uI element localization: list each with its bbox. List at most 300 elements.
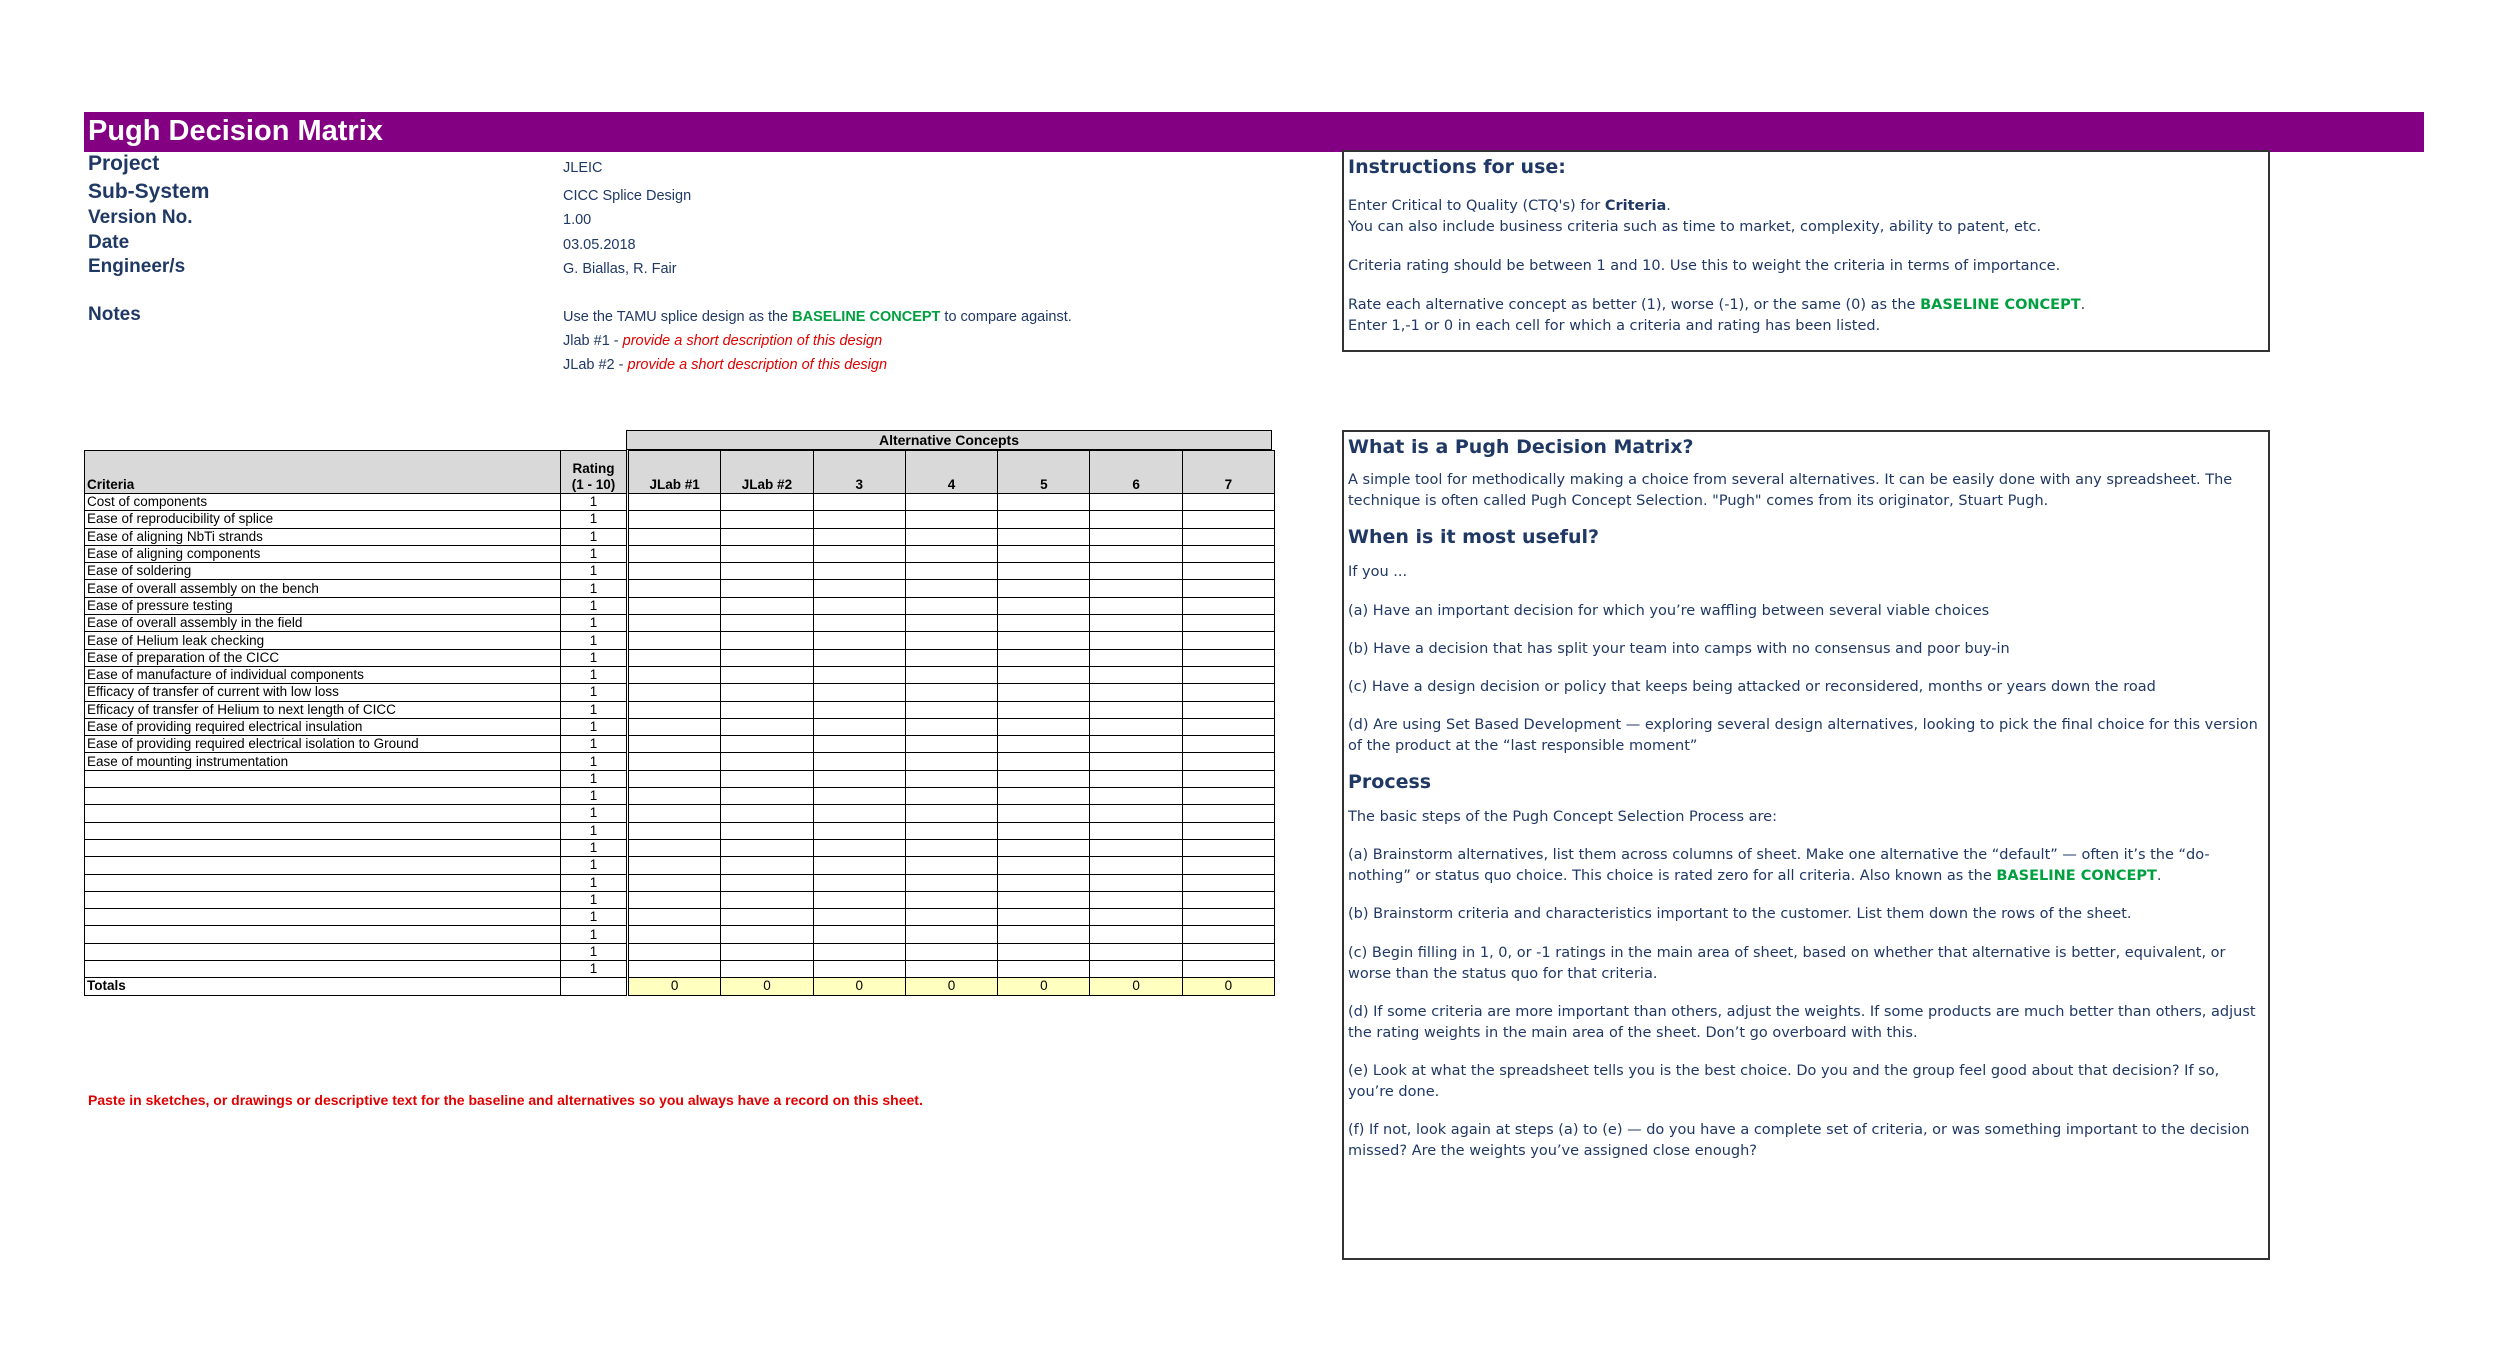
score-cell[interactable] (1182, 961, 1274, 978)
score-cell[interactable] (629, 563, 721, 580)
rating-cell[interactable]: 1 (561, 874, 627, 891)
alt-header-3: 3 (813, 451, 905, 494)
score-cell[interactable] (813, 718, 905, 735)
score-cell[interactable] (721, 580, 813, 597)
score-cell[interactable] (998, 736, 1090, 753)
score-cell[interactable] (905, 632, 997, 649)
process-heading: Process (1348, 771, 1432, 793)
score-cell[interactable] (905, 753, 997, 770)
score-cell[interactable] (1182, 909, 1274, 926)
score-cell[interactable] (813, 666, 905, 683)
score-cell[interactable] (1090, 649, 1182, 666)
score-cell[interactable] (813, 736, 905, 753)
score-cell[interactable] (1090, 580, 1182, 597)
score-cell[interactable] (998, 649, 1090, 666)
score-cell[interactable] (998, 511, 1090, 528)
score-cell[interactable] (813, 511, 905, 528)
score-cell[interactable] (998, 718, 1090, 735)
rating-cell[interactable]: 1 (561, 909, 627, 926)
score-cell[interactable] (629, 736, 721, 753)
score-cell[interactable] (1090, 632, 1182, 649)
rating-cell[interactable]: 1 (561, 615, 627, 632)
score-cell[interactable] (905, 684, 997, 701)
date-label: Date (88, 232, 130, 253)
score-cell[interactable] (998, 597, 1090, 614)
matrix-row (85, 926, 1275, 943)
score-cell[interactable] (905, 857, 997, 874)
rating-header (561, 451, 627, 494)
score-cell[interactable] (721, 528, 813, 545)
score-cell[interactable] (1182, 943, 1274, 960)
score-cell[interactable] (1090, 718, 1182, 735)
score-cell[interactable] (721, 857, 813, 874)
score-cell[interactable] (998, 684, 1090, 701)
score-cell[interactable] (629, 494, 721, 511)
alternative-concepts-header: Alternative Concepts (626, 430, 1272, 450)
score-cell[interactable] (813, 597, 905, 614)
score-cell[interactable] (905, 580, 997, 597)
score-cell[interactable] (721, 753, 813, 770)
process-step-a: (a) Brainstorm alternatives, list them across columns of sheet. Make one alternative the “default” — often it’s the “do-nothing” or status quo choice. This choice is rated zero for all criteria. Also known as the BASELINE CONCEPT. (1348, 847, 2210, 884)
matrix-row (85, 684, 1275, 701)
score-cell[interactable] (905, 909, 997, 926)
criteria-cell[interactable] (85, 857, 561, 874)
total-cell: 0 (905, 978, 997, 995)
criteria-cell[interactable]: Ease of providing required electrical insulation (85, 718, 561, 735)
rating-cell[interactable]: 1 (561, 701, 627, 718)
score-cell[interactable] (1182, 736, 1274, 753)
score-cell[interactable] (1090, 545, 1182, 562)
score-cell[interactable] (721, 943, 813, 960)
score-cell[interactable] (998, 632, 1090, 649)
criteria-cell[interactable] (85, 874, 561, 891)
score-cell[interactable] (1090, 839, 1182, 856)
score-cell[interactable] (1090, 822, 1182, 839)
score-cell[interactable] (998, 822, 1090, 839)
score-cell[interactable] (629, 615, 721, 632)
score-cell[interactable] (629, 943, 721, 960)
score-cell[interactable] (629, 961, 721, 978)
score-cell[interactable] (1182, 511, 1274, 528)
score-cell[interactable] (629, 580, 721, 597)
alt-header-7: 7 (1182, 451, 1274, 494)
score-cell[interactable] (1090, 615, 1182, 632)
rating-cell[interactable]: 1 (561, 718, 627, 735)
rating-cell[interactable]: 1 (561, 545, 627, 562)
totals-row (85, 978, 1275, 995)
rating-cell[interactable]: 1 (561, 666, 627, 683)
score-cell[interactable] (813, 615, 905, 632)
score-cell[interactable] (998, 580, 1090, 597)
score-cell[interactable] (629, 909, 721, 926)
criteria-cell[interactable]: Efficacy of transfer of current with low loss (85, 684, 561, 701)
criteria-cell[interactable]: Ease of manufacture of individual components (85, 666, 561, 683)
score-cell[interactable] (1182, 926, 1274, 943)
rating-cell[interactable]: 1 (561, 857, 627, 874)
score-cell[interactable] (813, 494, 905, 511)
criteria-cell[interactable] (85, 839, 561, 856)
score-cell[interactable] (998, 839, 1090, 856)
totals-rating-cell (561, 978, 627, 995)
matrix-row (85, 805, 1275, 822)
score-cell[interactable] (1182, 528, 1274, 545)
matrix-row (85, 666, 1275, 683)
score-cell[interactable] (629, 632, 721, 649)
matrix-row (85, 494, 1275, 511)
criteria-cell[interactable] (85, 961, 561, 978)
matrix-header-row (85, 451, 1275, 494)
score-cell[interactable] (998, 563, 1090, 580)
score-cell[interactable] (905, 961, 997, 978)
score-cell[interactable] (721, 666, 813, 683)
score-cell[interactable] (1090, 511, 1182, 528)
score-cell[interactable] (1090, 874, 1182, 891)
rating-cell[interactable]: 1 (561, 597, 627, 614)
score-cell[interactable] (629, 874, 721, 891)
score-cell[interactable] (721, 788, 813, 805)
score-cell[interactable] (1182, 615, 1274, 632)
score-cell[interactable] (998, 545, 1090, 562)
alt-header-6: 6 (1090, 451, 1182, 494)
score-cell[interactable] (1090, 753, 1182, 770)
score-cell[interactable] (629, 822, 721, 839)
score-cell[interactable] (905, 822, 997, 839)
score-cell[interactable] (813, 822, 905, 839)
score-cell[interactable] (1090, 666, 1182, 683)
score-cell[interactable] (905, 666, 997, 683)
score-cell[interactable] (1090, 943, 1182, 960)
score-cell[interactable] (813, 874, 905, 891)
process-intro: The basic steps of the Pugh Concept Selection Process are: (1348, 809, 1777, 825)
rating-cell[interactable]: 1 (561, 839, 627, 856)
score-cell[interactable] (1182, 632, 1274, 649)
criteria-cell[interactable]: Ease of aligning components (85, 545, 561, 562)
score-cell[interactable] (721, 511, 813, 528)
rating-cell[interactable]: 1 (561, 649, 627, 666)
criteria-cell[interactable] (85, 822, 561, 839)
score-cell[interactable] (1182, 857, 1274, 874)
instructions-line-3: Criteria rating should be between 1 and 10. Use this to weight the criteria in terms of importance. (1348, 258, 2061, 274)
score-cell[interactable] (629, 753, 721, 770)
score-cell[interactable] (813, 788, 905, 805)
score-cell[interactable] (905, 563, 997, 580)
criteria-cell[interactable]: Ease of pressure testing (85, 597, 561, 614)
score-cell[interactable] (905, 874, 997, 891)
criteria-cell[interactable]: Ease of reproducibility of splice (85, 511, 561, 528)
score-cell[interactable] (905, 597, 997, 614)
score-cell[interactable] (1182, 649, 1274, 666)
score-cell[interactable] (1182, 563, 1274, 580)
score-cell[interactable] (813, 943, 905, 960)
criteria-cell[interactable]: Ease of providing required electrical isolation to Ground (85, 736, 561, 753)
score-cell[interactable] (813, 753, 905, 770)
score-cell[interactable] (629, 839, 721, 856)
score-cell[interactable] (1182, 822, 1274, 839)
matrix-row (85, 822, 1275, 839)
score-cell[interactable] (1182, 580, 1274, 597)
score-cell[interactable] (813, 839, 905, 856)
score-cell[interactable] (1090, 788, 1182, 805)
score-cell[interactable] (998, 943, 1090, 960)
score-cell[interactable] (721, 891, 813, 908)
score-cell[interactable] (721, 961, 813, 978)
rating-cell[interactable]: 1 (561, 943, 627, 960)
score-cell[interactable] (905, 615, 997, 632)
criteria-cell[interactable]: Cost of components (85, 494, 561, 511)
score-cell[interactable] (813, 961, 905, 978)
score-cell[interactable] (905, 891, 997, 908)
rating-cell[interactable]: 1 (561, 926, 627, 943)
criteria-cell[interactable]: Efficacy of transfer of Helium to next length of CICC (85, 701, 561, 718)
total-cell: 0 (1090, 978, 1182, 995)
score-cell[interactable] (998, 805, 1090, 822)
criteria-cell[interactable] (85, 943, 561, 960)
matrix-row (85, 597, 1275, 614)
score-cell[interactable] (998, 926, 1090, 943)
score-cell[interactable] (721, 494, 813, 511)
score-cell[interactable] (905, 839, 997, 856)
score-cell[interactable] (1090, 805, 1182, 822)
useful-item-d: (d) Are using Set Based Development — exploring several design alternatives, looking to pick the final choice for this version of the product at the “last responsible moment” (1348, 717, 2258, 754)
pugh-info-panel (1342, 430, 2270, 1260)
rating-cell[interactable]: 1 (561, 494, 627, 511)
score-cell[interactable] (629, 684, 721, 701)
subsystem-label: Sub-System (88, 180, 210, 203)
score-cell[interactable] (1090, 909, 1182, 926)
score-cell[interactable] (629, 666, 721, 683)
rating-cell[interactable]: 1 (561, 580, 627, 597)
matrix-row (85, 857, 1275, 874)
score-cell[interactable] (1182, 805, 1274, 822)
score-cell[interactable] (905, 736, 997, 753)
score-cell[interactable] (998, 615, 1090, 632)
criteria-cell[interactable]: Ease of overall assembly on the bench (85, 580, 561, 597)
score-cell[interactable] (629, 770, 721, 787)
score-cell[interactable] (1182, 788, 1274, 805)
score-cell[interactable] (813, 926, 905, 943)
criteria-cell[interactable] (85, 770, 561, 787)
score-cell[interactable] (998, 753, 1090, 770)
score-cell[interactable] (998, 528, 1090, 545)
score-cell[interactable] (721, 736, 813, 753)
criteria-cell[interactable] (85, 926, 561, 943)
score-cell[interactable] (1090, 891, 1182, 908)
whatis-heading: What is a Pugh Decision Matrix? (1348, 436, 1694, 458)
score-cell[interactable] (998, 494, 1090, 511)
alt-header-5: 5 (998, 451, 1090, 494)
score-cell[interactable] (721, 770, 813, 787)
score-cell[interactable] (721, 718, 813, 735)
score-cell[interactable] (1182, 753, 1274, 770)
rating-cell[interactable]: 1 (561, 563, 627, 580)
score-cell[interactable] (721, 839, 813, 856)
score-cell[interactable] (905, 805, 997, 822)
score-cell[interactable] (721, 632, 813, 649)
project-value: JLEIC (563, 160, 603, 176)
subsystem-value: CICC Splice Design (563, 188, 692, 204)
instructions-line-5: Enter 1,-1 or 0 in each cell for which a criteria and rating has been listed. (1348, 318, 1881, 334)
score-cell[interactable] (721, 615, 813, 632)
score-cell[interactable] (629, 545, 721, 562)
score-cell[interactable] (629, 528, 721, 545)
score-cell[interactable] (905, 528, 997, 545)
score-cell[interactable] (905, 649, 997, 666)
rating-cell[interactable]: 1 (561, 961, 627, 978)
score-cell[interactable] (813, 563, 905, 580)
process-step-f: (f) If not, look again at steps (a) to (e) — do you have a complete set of criteria, or was something important to the decision missed? Are the weights you’ve assigned close enough? (1348, 1122, 2250, 1159)
rating-header-line-2: (1 - 10) (571, 477, 616, 492)
score-cell[interactable] (1090, 597, 1182, 614)
score-cell[interactable] (905, 926, 997, 943)
score-cell[interactable] (629, 891, 721, 908)
rating-cell[interactable]: 1 (561, 770, 627, 787)
score-cell[interactable] (1090, 961, 1182, 978)
score-cell[interactable] (905, 770, 997, 787)
matrix-row (85, 563, 1275, 580)
rating-cell[interactable]: 1 (561, 822, 627, 839)
score-cell[interactable] (1090, 770, 1182, 787)
score-cell[interactable] (629, 701, 721, 718)
score-cell[interactable] (998, 701, 1090, 718)
criteria-cell[interactable]: Ease of Helium leak checking (85, 632, 561, 649)
score-cell[interactable] (1090, 494, 1182, 511)
instructions-line-1: Enter Critical to Quality (CTQ's) for Criteria. (1348, 198, 1671, 214)
score-cell[interactable] (998, 857, 1090, 874)
score-cell[interactable] (1182, 684, 1274, 701)
score-cell[interactable] (721, 649, 813, 666)
rating-cell[interactable]: 1 (561, 684, 627, 701)
score-cell[interactable] (813, 770, 905, 787)
score-cell[interactable] (1182, 839, 1274, 856)
score-cell[interactable] (1182, 545, 1274, 562)
matrix-row (85, 511, 1275, 528)
score-cell[interactable] (998, 788, 1090, 805)
score-cell[interactable] (1090, 528, 1182, 545)
score-cell[interactable] (813, 632, 905, 649)
score-cell[interactable] (1182, 666, 1274, 683)
score-cell[interactable] (721, 926, 813, 943)
score-cell[interactable] (629, 597, 721, 614)
matrix-row (85, 943, 1275, 960)
score-cell[interactable] (905, 701, 997, 718)
score-cell[interactable] (721, 563, 813, 580)
criteria-cell[interactable] (85, 891, 561, 908)
score-cell[interactable] (813, 528, 905, 545)
criteria-cell[interactable] (85, 805, 561, 822)
score-cell[interactable] (721, 701, 813, 718)
rating-cell[interactable]: 1 (561, 805, 627, 822)
score-cell[interactable] (629, 718, 721, 735)
alt-header-4: 4 (905, 451, 997, 494)
score-cell[interactable] (1090, 684, 1182, 701)
score-cell[interactable] (813, 909, 905, 926)
score-cell[interactable] (813, 701, 905, 718)
rating-cell[interactable]: 1 (561, 632, 627, 649)
score-cell[interactable] (721, 684, 813, 701)
score-cell[interactable] (905, 718, 997, 735)
score-cell[interactable] (998, 666, 1090, 683)
score-cell[interactable] (905, 943, 997, 960)
matrix-row (85, 770, 1275, 787)
matrix-row (85, 528, 1275, 545)
score-cell[interactable] (905, 788, 997, 805)
score-cell[interactable] (813, 684, 905, 701)
score-cell[interactable] (813, 545, 905, 562)
score-cell[interactable] (721, 909, 813, 926)
score-cell[interactable] (813, 805, 905, 822)
rating-cell[interactable]: 1 (561, 891, 627, 908)
score-cell[interactable] (721, 545, 813, 562)
score-cell[interactable] (1090, 857, 1182, 874)
score-cell[interactable] (1090, 736, 1182, 753)
score-cell[interactable] (1090, 701, 1182, 718)
score-cell[interactable] (813, 649, 905, 666)
score-cell[interactable] (998, 909, 1090, 926)
criteria-cell[interactable] (85, 788, 561, 805)
score-cell[interactable] (813, 857, 905, 874)
score-cell[interactable] (1182, 770, 1274, 787)
score-cell[interactable] (629, 511, 721, 528)
criteria-cell[interactable]: Ease of soldering (85, 563, 561, 580)
score-cell[interactable] (721, 597, 813, 614)
score-cell[interactable] (998, 874, 1090, 891)
process-step-b: (b) Brainstorm criteria and characteristics important to the customer. List them down the rows of the sheet. (1348, 906, 2132, 922)
score-cell[interactable] (1090, 563, 1182, 580)
matrix-row (85, 736, 1275, 753)
criteria-cell[interactable]: Ease of aligning NbTi strands (85, 528, 561, 545)
notes-line-2: Jlab #1 - provide a short description of this design (563, 333, 883, 349)
rating-cell[interactable]: 1 (561, 788, 627, 805)
criteria-cell[interactable]: Ease of overall assembly in the field (85, 615, 561, 632)
criteria-cell[interactable]: Ease of mounting instrumentation (85, 753, 561, 770)
score-cell[interactable] (1182, 891, 1274, 908)
score-cell[interactable] (1182, 597, 1274, 614)
engineers-value: G. Biallas, R. Fair (563, 261, 677, 277)
score-cell[interactable] (629, 788, 721, 805)
score-cell[interactable] (1090, 926, 1182, 943)
score-cell[interactable] (721, 874, 813, 891)
score-cell[interactable] (721, 822, 813, 839)
total-cell: 0 (813, 978, 905, 995)
score-cell[interactable] (813, 891, 905, 908)
rating-cell[interactable]: 1 (561, 528, 627, 545)
useful-item-b: (b) Have a decision that has split your team into camps with no consensus and poor buy-in (1348, 641, 2010, 657)
rating-cell[interactable]: 1 (561, 753, 627, 770)
score-cell[interactable] (629, 649, 721, 666)
criteria-cell[interactable]: Ease of preparation of the CICC (85, 649, 561, 666)
score-cell[interactable] (905, 511, 997, 528)
useful-heading: When is it most useful? (1348, 526, 1600, 548)
score-cell[interactable] (1182, 494, 1274, 511)
score-cell[interactable] (629, 805, 721, 822)
score-cell[interactable] (998, 961, 1090, 978)
score-cell[interactable] (998, 770, 1090, 787)
score-cell[interactable] (629, 857, 721, 874)
rating-cell[interactable]: 1 (561, 511, 627, 528)
score-cell[interactable] (1182, 718, 1274, 735)
score-cell[interactable] (1182, 701, 1274, 718)
score-cell[interactable] (998, 891, 1090, 908)
rating-cell[interactable]: 1 (561, 736, 627, 753)
score-cell[interactable] (813, 580, 905, 597)
score-cell[interactable] (905, 494, 997, 511)
criteria-cell[interactable] (85, 909, 561, 926)
score-cell[interactable] (905, 545, 997, 562)
score-cell[interactable] (721, 805, 813, 822)
score-cell[interactable] (1182, 874, 1274, 891)
score-cell[interactable] (629, 926, 721, 943)
notes-line-3: JLab #2 - provide a short description of this design (563, 357, 888, 373)
